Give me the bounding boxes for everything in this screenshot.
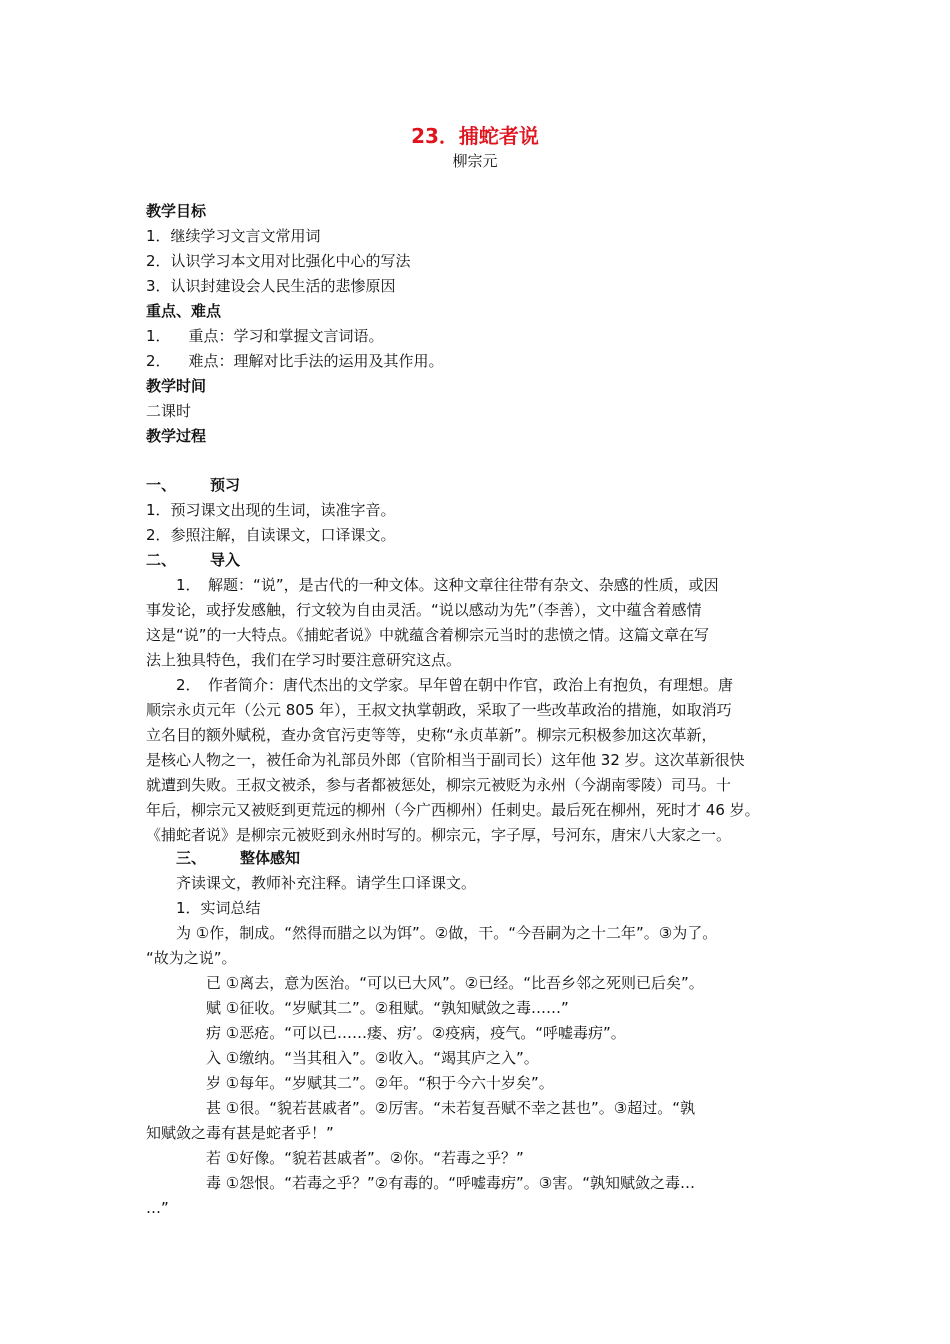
glossary-line: 知赋敛之毒有甚是蛇者乎！” bbox=[146, 1124, 334, 1142]
paragraph-line: 是核心人物之一，被任命为礼部员外郎（官阶相当于副司长）这年他 32 岁。这次革新很快 bbox=[146, 751, 745, 769]
section-heading: 二、 导入 bbox=[146, 551, 241, 569]
goal-item: 1．继续学习文言文常用词 bbox=[146, 227, 321, 245]
paragraph-line: 年后，柳宗元又被贬到更荒远的柳州（今广西柳州）任刺史。最后死在柳州，死时才 46 岁。 bbox=[146, 801, 760, 819]
sub-heading: 1．实词总结 bbox=[176, 899, 261, 917]
keypoint-num: 1． bbox=[146, 327, 171, 345]
paragraph-line: 顺宗永贞元年（公元 805 年），王叔文执掌朝政，采取了一些改革政治的措施，如取消巧 bbox=[146, 701, 732, 719]
author-name: 柳宗元 bbox=[452, 152, 498, 170]
glossary-line: 入 ①缴纳。“当其租入”。②收入。“竭其庐之入”。 bbox=[206, 1049, 539, 1067]
keypoint-text: 重点：学习和掌握文言词语。 bbox=[188, 327, 384, 345]
goals-heading: 教学目标 bbox=[146, 202, 207, 220]
keypoint-num: 2． bbox=[146, 352, 171, 370]
section-intro-body bbox=[146, 573, 822, 848]
paragraph-line: 《捕蛇者说》是柳宗元被贬到永州时写的。柳宗元，字子厚，号河东，唐宋八大家之一。 bbox=[146, 826, 732, 844]
goal-item: 3．认识封建设会人民生活的悲惨原因 bbox=[146, 277, 396, 295]
page-title: 23．捕蛇者说 bbox=[411, 124, 539, 148]
glossary-line: …” bbox=[146, 1199, 169, 1217]
list-item: 1．预习课文出现的生词，读准字音。 bbox=[146, 501, 396, 519]
time-heading: 教学时间 bbox=[146, 377, 207, 395]
glossary-line: 若 ①好像。“貌若甚戚者”。②你。“若毒之乎？” bbox=[206, 1149, 524, 1167]
paragraph-line: 就遭到失败。王叔文被杀，参与者都被惩处，柳宗元被贬为永州（今湖南零陵）司马。十 bbox=[146, 776, 732, 794]
section-heading: 一、 预习 bbox=[146, 476, 241, 494]
list-item: 2．参照注解，自读课文，口译课文。 bbox=[146, 526, 396, 544]
glossary-line: 毒 ①怨恨。“若毒之乎？”②有毒的。“呼嘘毒疠”。③害。“孰知赋敛之毒… bbox=[206, 1174, 695, 1192]
paragraph-line: 这是“说”的一大特点。《捕蛇者说》中就蕴含着柳宗元当时的悲愤之情。这篇文章在写 bbox=[146, 626, 710, 644]
paragraph-line: 2． 作者简介：唐代杰出的文学家。早年曾在朝中作官，政治上有抱负，有理想。唐 bbox=[176, 676, 734, 694]
process-heading: 教学过程 bbox=[146, 427, 207, 445]
paragraph-line: 齐读课文，教师补充注释。请学生口译课文。 bbox=[176, 874, 477, 892]
goal-item: 2．认识学习本文用对比强化中心的写法 bbox=[146, 252, 411, 270]
keypoint-text: 难点：理解对比手法的运用及其作用。 bbox=[188, 352, 444, 370]
glossary-line: 岁 ①每年。“岁赋其二”。②年。“积于今六十岁矣”。 bbox=[206, 1074, 554, 1092]
glossary-line: 已 ①离去，意为医治。“可以已大风”。②已经。“比吾乡邻之死则已后矣”。 bbox=[206, 974, 704, 992]
glossary-line: 疠 ①恶疮。“可以已……瘘、疠’。②疫病，疫气。“呼嘘毒疠”。 bbox=[206, 1024, 626, 1042]
section-heading: 三、 整体感知 bbox=[176, 849, 301, 867]
keypoints-heading: 重点、难点 bbox=[146, 302, 222, 320]
glossary-line: 赋 ①征收。“岁赋其二”。②租赋。“孰知赋敛之毒……” bbox=[206, 999, 569, 1017]
section-overview bbox=[146, 846, 822, 1221]
paragraph-line: 法上独具特色，我们在学习时要注意研究这点。 bbox=[146, 651, 462, 669]
paragraph-line: 立名目的额外赋税，查办贪官污吏等等，史称“永贞革新”。柳宗元积极参加这次革新， bbox=[146, 726, 717, 744]
paragraph-line: 1． 解题：“说”，是古代的一种文体。这种文章往往带有杂文、杂感的性质，或因 bbox=[176, 576, 719, 594]
section-preview bbox=[146, 473, 822, 573]
keypoint-item bbox=[146, 324, 822, 349]
goals-block bbox=[146, 199, 822, 449]
glossary-line: 甚 ①很。“貌若甚戚者”。②厉害。“未若复吾赋不幸之甚也”。③超过。“孰 bbox=[206, 1099, 695, 1117]
time-value: 二课时 bbox=[146, 402, 192, 420]
paragraph-line: 事发论，或抒发感触，行文较为自由灵活。“说以感动为先”（李善），文中蕴含着感情 bbox=[146, 601, 702, 619]
keypoint-item bbox=[146, 349, 822, 374]
glossary-line: “故为之说”。 bbox=[146, 949, 237, 967]
glossary-line: 为 ①作，制成。“然得而腊之以为饵”。②做，干。“今吾嗣为之十二年”。③为了。 bbox=[176, 924, 718, 942]
